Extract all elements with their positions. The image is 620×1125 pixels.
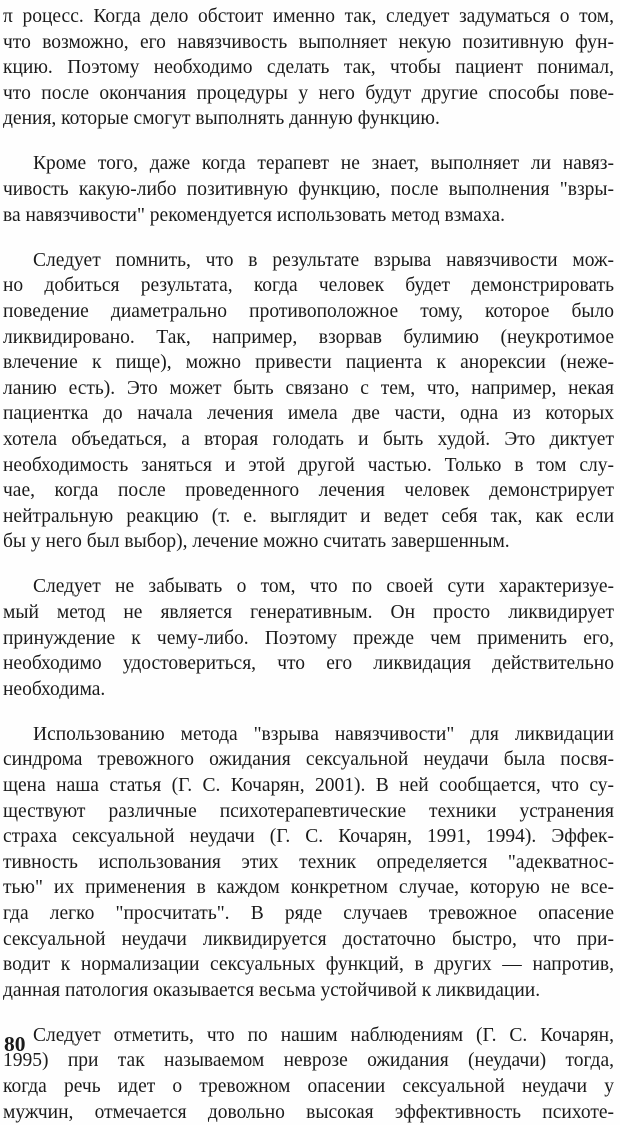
text-line: 1995) при так называемом неврозе ожидания (неудачи) тогда, (3, 1050, 614, 1072)
text-line: чивость какую-либо позитивную функцию, после выполнения "взры- (3, 179, 614, 201)
text-line: дения, которые смогут выполнять данную функцию. (3, 108, 440, 130)
text-line: Следует отметить, что по нашим наблюдениям (Г. С. Кочарян, (33, 1024, 614, 1046)
text-line: чае, когда после проведенного лечения человек демонстрирует (3, 480, 614, 502)
text-line: но добиться результата, когда человек будет демонстрировать (3, 275, 614, 297)
text-line: водит к нормализации сексуальных функций, в других — напротив, (3, 954, 614, 976)
text-line: гда легко "просчитать". В ряде случаев тревожное опасение (3, 903, 614, 924)
text-line: данная патология оказывается весьма устойчивой к ликвидации. (3, 979, 541, 1001)
text-line: когда речь идет о тревожном опасении сексуальной неудачи у (3, 1076, 614, 1098)
text-line: ва навязчивости" рекомендуется использовать метод взмаха. (3, 204, 505, 226)
text-line: ликвидировано. Так, например, взорвав булимию (неукротимое (3, 326, 614, 348)
text-line: нейтральную реакцию (т. е. выглядит и ведет себя так, как если (3, 505, 614, 527)
text-line: тивность использования этих техник определяется "адекватнос- (3, 851, 614, 873)
text-line: бы у него был выбор), лечение можно считать завершенным. (3, 531, 510, 553)
text-line: принуждение к чему-либо. Поэтому прежде чем применить его, (3, 627, 614, 649)
text-line: синдрома тревожного ожидания сексуальной неудачи была посвя- (3, 749, 614, 771)
text-line: кцию. Поэтому необходимо сделать так, чтобы пациент понимал, (3, 57, 614, 79)
text-line: мужчин, отмечается довольно высокая эффективность психоте- (3, 1101, 614, 1123)
text-line: хотела объедаться, а вторая голодать и быть худой. Это диктует (3, 428, 614, 450)
text-line: необходима. (3, 678, 106, 700)
text-line: что после окончания процедуры у него будут другие способы пове- (3, 82, 614, 104)
text-line: ществуют различные психотерапевтические техники устранения (3, 800, 614, 822)
text-line: что возможно, его навязчивость выполняет некую позитивную фун- (3, 31, 614, 53)
text-line: поведение диаметрально противоположное тому, которое было (3, 300, 614, 322)
text-line: влечение к пище), можно привести пациента к анорексии (неже- (3, 352, 614, 374)
text-line: тью" их применения в каждом конкретном случае, которую не все- (3, 877, 614, 899)
text-line: страха сексуальной неудачи (Г. С. Кочарян, 1991, 1994). Эффек- (3, 826, 614, 848)
text-line: Следует помнить, что в результате взрыва навязчивости мож- (33, 249, 614, 271)
text-line: Использованию метода "взрыва навязчивости" для ликвидации (33, 723, 614, 745)
text-line: π роцесс. Когда дело обстоит именно так, следует задуматься о том, (3, 6, 614, 27)
text-line: ланию есть). Это может быть связано с тем, что, например, некая (3, 377, 614, 399)
text-line: щена наша статья (Г. С. Кочарян, 2001). В ней сообщается, что су- (3, 775, 614, 797)
text-line: необходимо удостовериться, что его ликвидация действительно (3, 653, 614, 675)
text-line: сексуальной неудачи ликвидируется достаточно быстро, что при- (3, 928, 614, 950)
text-line: Кроме того, даже когда терапевт не знает, выполняет ли навяз- (33, 153, 614, 175)
text-line: Следует не забывать о том, что по своей сути характеризуе- (33, 576, 614, 598)
page-number: 80 (4, 1032, 26, 1056)
text-line: пациентка до начала лечения имела две части, одна из которых (3, 403, 614, 425)
text-line: необходимость заняться и этой другой частью. Только в том слу- (3, 454, 614, 476)
text-line: мый метод не является генеративным. Он просто ликвидирует (3, 601, 614, 623)
